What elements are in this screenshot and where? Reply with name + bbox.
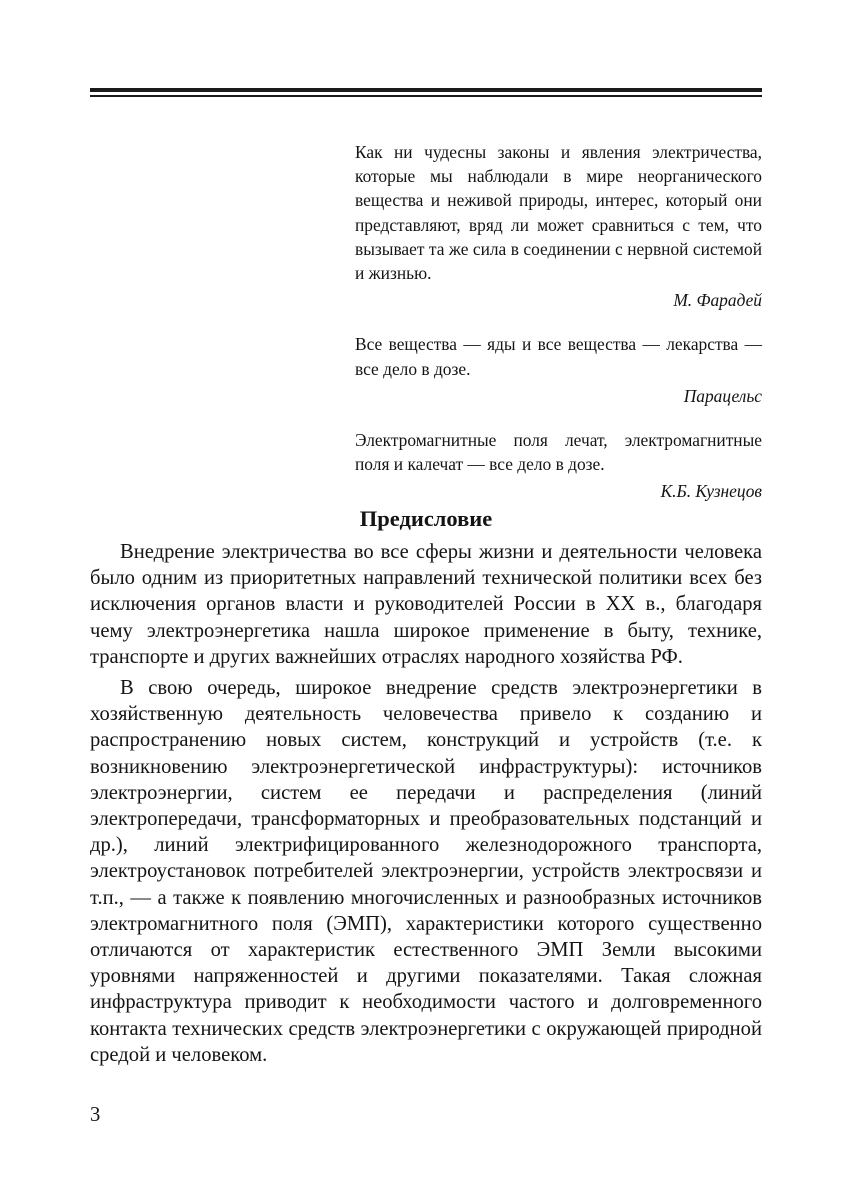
epigraph-text-kuznetsov: Электромагнитные поля лечат, электромагнитные поля и калечат — все дело в дозе. (355, 430, 762, 475)
epigraph-author-faraday: М. Фарадей (673, 290, 762, 311)
header-rule-thick (90, 88, 762, 92)
header-rule-thin (90, 95, 762, 97)
epigraph-text-faraday: Как ни чудесны законы и явления электричества, которые мы наблюдали в мире неорганического вещества и неживой природы, интерес, который они представляют, вряд ли может сравниться с тем, что вызывает та же сила в соединении с нервной системой и жизнью. (355, 142, 762, 284)
epigraph-text-paracelsus: Все вещества — яды и все вещества — лекарства — все дело в дозе. (355, 334, 762, 379)
epigraph-author-kuznetsov: К.Б. Кузнецов (660, 481, 762, 502)
epigraphs-block (355, 140, 762, 524)
paragraph-2: В свою очередь, широкое внедрение средств электроэнергетики в хозяйственную деятельность человечества привело к созданию и распространению новых систем, конструкций и устройств (т.е. к возникновению электроэнергетической инфраструктуры): источников электроэнергии, систем ее передачи и распределения (линий электропередачи, трансформаторных и преобразовательных подстанций и др.), линий электрифицированного железнодорожного транспорта, электроустановок потребителей электроэнергии, устройств электросвязи и т.п., — а также к появлению многочисленных и разнообразных источников электромагнитного поля (ЭМП), характеристики которого существенно отличаются от характеристик естественного ЭМП Земли высокими уровнями напряженностей и другими показателями. Такая сложная инфраструктура приводит к необходимости частого и долговременного контакта технических средств электроэнергетики с окружающей природной средой и человеком. (90, 677, 762, 1066)
section-title: Предисловие (359, 506, 493, 531)
body-text (90, 539, 762, 1073)
epigraph-author-paracelsus: Парацельс (683, 385, 762, 406)
paragraph-1: Внедрение электричества во все сферы жизни и деятельности человека было одним из приоритетных направлений технической политики всех без исключения органов власти и руководителей России в XX в., благодаря чему электроэнергетика нашла широкое применение в быту, технике, транспорте и других важнейших отраслях народного хозяйства РФ. (90, 541, 762, 668)
page-number: 3 (90, 1104, 101, 1126)
